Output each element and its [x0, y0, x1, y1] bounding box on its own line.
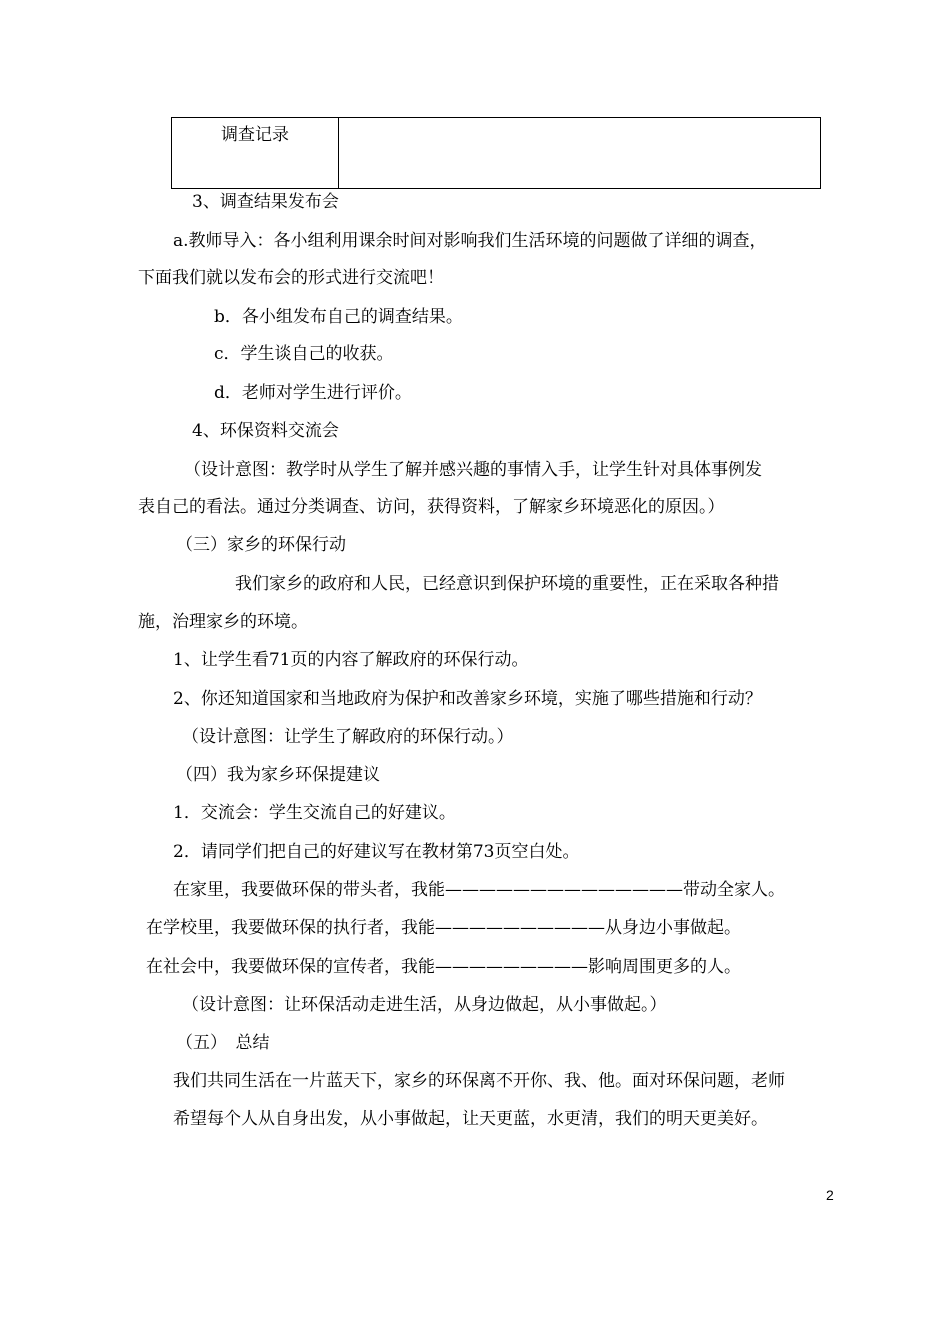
paragraph-line: （设计意图：教学时从学生了解并感兴趣的事情入手，让学生针对具体事例发 — [184, 460, 762, 480]
paragraph-line: 2、你还知道国家和当地政府为保护和改善家乡环境，实施了哪些措施和行动？ — [173, 689, 762, 709]
paragraph-line: 1．交流会：学生交流自己的好建议。 — [173, 803, 456, 823]
paragraph-line: 4、环保资料交流会 — [192, 421, 339, 441]
paragraph-line: （设计意图：让学生了解政府的环保行动。） — [182, 727, 514, 747]
section-heading: （五） 总结 — [176, 1033, 270, 1053]
survey-record-label: 调查记录 — [172, 118, 339, 189]
section-heading: （四）我为家乡环保提建议 — [176, 765, 380, 785]
survey-record-table — [171, 117, 821, 189]
paragraph-line: 在家里，我要做环保的带头者，我能——————————————带动全家人。 — [173, 880, 785, 900]
paragraph-line: d．老师对学生进行评价。 — [214, 383, 412, 403]
paragraph-line: 1、让学生看71页的内容了解政府的环保行动。 — [173, 650, 529, 670]
paragraph-line: 3、调查结果发布会 — [192, 192, 339, 212]
paragraph-line: 希望每个人从自身出发，从小事做起，让天更蓝，水更清，我们的明天更美好。 — [173, 1109, 768, 1129]
page-number: 2 — [826, 1187, 834, 1203]
paragraph-line: 下面我们就以发布会的形式进行交流吧！ — [138, 268, 444, 288]
survey-record-value — [339, 118, 821, 189]
paragraph-line: （设计意图：让环保活动走进生活，从身边做起，从小事做起。） — [182, 995, 667, 1015]
paragraph-line: 2．请同学们把自己的好建议写在教材第73页空白处。 — [173, 842, 580, 862]
paragraph-line: 我们家乡的政府和人民，已经意识到保护环境的重要性，正在采取各种措 — [235, 574, 779, 594]
paragraph-line: 在社会中，我要做环保的宣传者，我能—————————影响周围更多的人。 — [146, 957, 741, 977]
paragraph-line: a.教师导入：各小组利用课余时间对影响我们生活环境的问题做了详细的调查， — [173, 231, 767, 251]
paragraph-line: 表自己的看法。通过分类调查、访问，获得资料，了解家乡环境恶化的原因。） — [138, 497, 725, 517]
paragraph-line: b．各小组发布自己的调查结果。 — [214, 307, 463, 327]
paragraph-line: 我们共同生活在一片蓝天下，家乡的环保离不开你、我、他。面对环保问题，老师 — [173, 1071, 785, 1091]
paragraph-line: 施，治理家乡的环境。 — [138, 612, 308, 632]
paragraph-line: 在学校里，我要做环保的执行者，我能——————————从身边小事做起。 — [146, 918, 741, 938]
paragraph-line: c．学生谈自己的收获。 — [214, 344, 394, 364]
section-heading: （三）家乡的环保行动 — [176, 535, 346, 555]
